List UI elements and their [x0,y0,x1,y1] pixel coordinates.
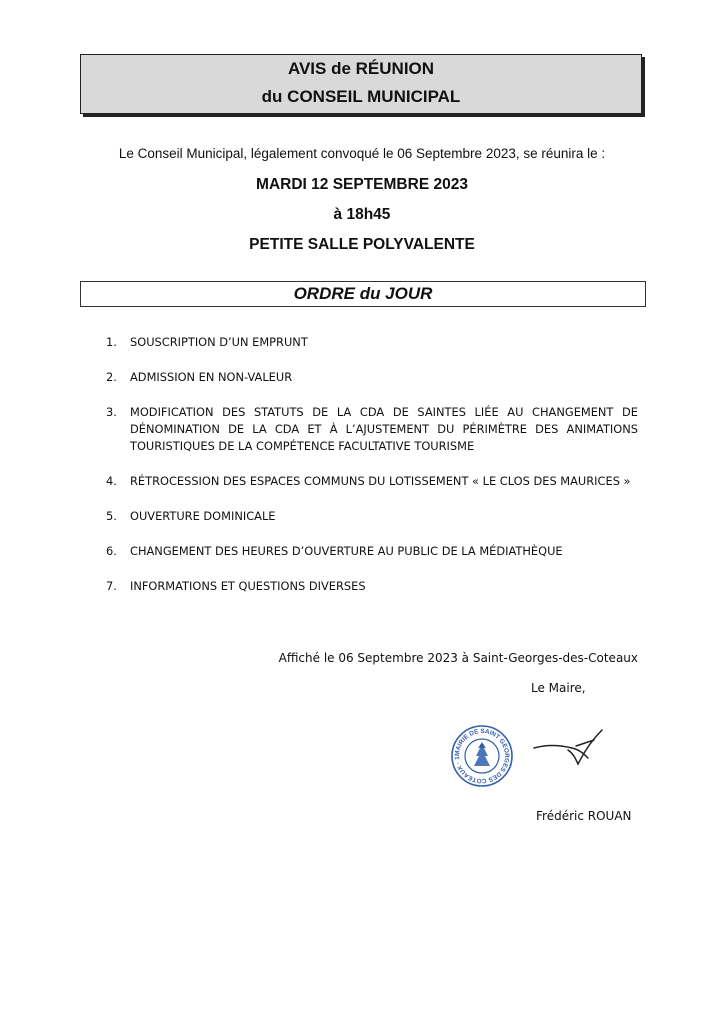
mayor-title: Le Maire, [531,681,586,695]
agenda-item-number: 3. [106,405,117,419]
seal-text: MAIRIE DE SAINT GEORGES DES COTEAUX · 1 [453,727,511,785]
town-seal-stamp [450,724,514,788]
agenda-item-text: INFORMATIONS ET QUESTIONS DIVERSES [130,579,366,593]
agenda-list [106,334,638,613]
intro-text: Le Conseil Municipal, légalement convoqué le 06 Septembre 2023, se réunira le : [118,146,606,161]
meeting-date: MARDI 12 SEPTEMBRE 2023 [256,176,468,193]
agenda-item-number: 1. [106,335,117,349]
meeting-time: à 18h45 [333,206,391,223]
title-box [80,54,642,114]
agenda-item [106,369,638,386]
agenda-heading: ORDRE du JOUR [293,284,433,303]
agenda-item-number: 7. [106,579,117,593]
posted-notice: Affiché le 06 Septembre 2023 à Saint-Georges-des-Coteaux [278,651,638,665]
agenda-item-text: RÉTROCESSION DES ESPACES COMMUNS DU LOTISSEMENT « LE CLOS DES MAURICES » [130,474,631,488]
agenda-item [106,334,638,351]
agenda-item [106,473,638,490]
agenda-item-number: 5. [106,509,117,523]
agenda-item [106,404,638,455]
title-line-2: du CONSEIL MUNICIPAL [261,87,461,106]
agenda-item-text: ADMISSION EN NON-VALEUR [130,370,293,384]
agenda-item [106,543,638,560]
title-line-1: AVIS de RÉUNION [287,59,435,78]
meeting-place: PETITE SALLE POLYVALENTE [249,236,475,253]
agenda-item-text: CHANGEMENT DES HEURES D’OUVERTURE AU PUBLIC DE LA MÉDIATHÈQUE [130,544,563,558]
agenda-item-number: 2. [106,370,117,384]
agenda-item [106,508,638,525]
agenda-item-text: SOUSCRIPTION D’UN EMPRUNT [130,335,308,349]
agenda-item-number: 4. [106,474,117,488]
mayor-signature [528,724,612,770]
signer-name: Frédéric ROUAN [536,809,632,823]
agenda-item-text: OUVERTURE DOMINICALE [130,509,276,523]
agenda-heading-box [80,281,646,307]
agenda-item [106,578,638,595]
agenda-item-number: 6. [106,544,117,558]
agenda-item-text: MODIFICATION DES STATUTS DE LA CDA DE SAINTES LIÉE AU CHANGEMENT DE DÉNOMINATION DE LA CDA ET À L’AJUSTEMENT DU PÉRIMÈTRE DES ANIMATIONS TOURISTIQUES DE LA COMPÉTENCE FACULTATIVE TOURISME [130,405,638,453]
